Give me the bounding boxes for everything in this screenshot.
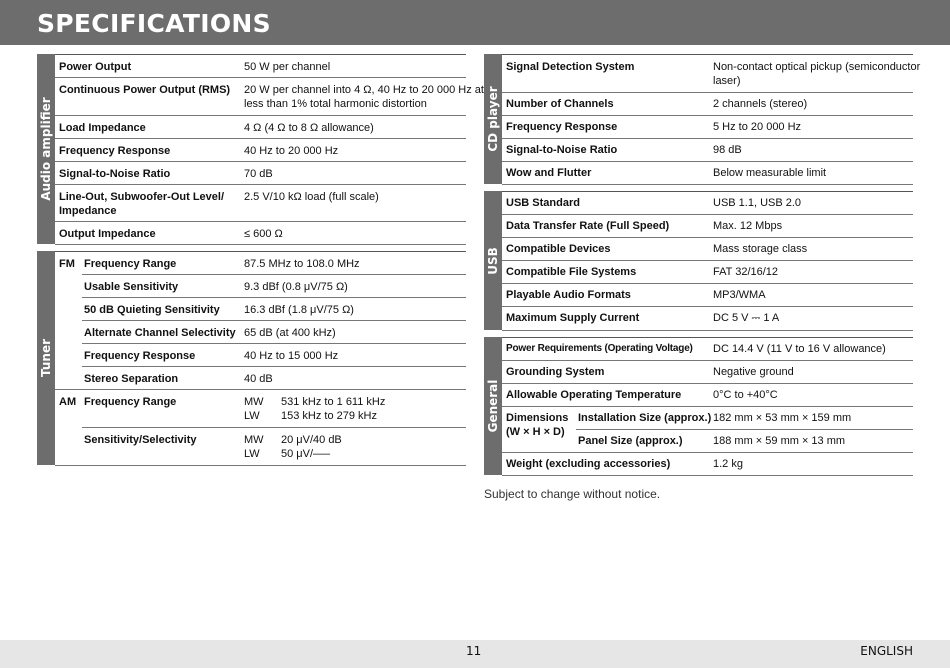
spec-value: 0°C to +40°C	[713, 389, 778, 401]
spec-label: Line-Out, Subwoofer-Out Level/	[59, 191, 224, 203]
spec-value: 20 μV/40 dB	[281, 434, 342, 446]
tuner-section	[37, 251, 466, 465]
cd-player-tab: CD player	[484, 54, 502, 184]
spec-value: 153 kHz to 279 kHz	[281, 410, 377, 422]
spec-label: Frequency Response	[506, 121, 618, 133]
spec-label: Compatible Devices	[506, 243, 611, 255]
spec-value: 4 Ω (4 Ω to 8 Ω allowance)	[244, 122, 374, 134]
language-label: ENGLISH	[860, 644, 913, 658]
spec-label: Playable Audio Formats	[506, 289, 631, 301]
spec-label: Allowable Operating Temperature	[506, 389, 682, 401]
audio-amplifier-tab: Audio amplifier	[37, 54, 55, 244]
spec-value: 531 kHz to 1 611 kHz	[281, 396, 386, 408]
spec-value: 40 dB	[244, 373, 273, 385]
spec-value: MP3/WMA	[713, 289, 766, 301]
spec-value: laser)	[713, 75, 741, 87]
spec-label: Continuous Power Output (RMS)	[59, 84, 231, 96]
spec-value: 16.3 dBf (1.8 μV/75 Ω)	[244, 304, 354, 316]
spec-label: USB Standard	[506, 197, 580, 209]
usb-tab: USB	[484, 191, 502, 330]
general-tab: General	[484, 337, 502, 475]
general-section	[484, 337, 913, 475]
spec-value: DC 5 V ⎓ 1 A	[713, 312, 780, 324]
spec-label: Sensitivity/Selectivity	[84, 434, 197, 446]
change-notice: Subject to change without notice.	[484, 487, 661, 501]
spec-label: Signal-to-Noise Ratio	[506, 144, 618, 156]
spec-value: 50 W per channel	[244, 61, 331, 73]
spec-label: Weight (excluding accessories)	[506, 458, 671, 470]
page-title: SPECIFICATIONS	[37, 9, 271, 38]
spec-label: Power Output	[59, 61, 132, 73]
spec-value: Negative ground	[713, 366, 794, 378]
spec-value: 9.3 dBf (0.8 μV/75 Ω)	[244, 281, 348, 293]
spec-value: DC 14.4 V (11 V to 16 V allowance)	[713, 343, 886, 355]
spec-label: Usable Sensitivity	[84, 281, 179, 293]
dimensions-label: Dimensions	[506, 412, 569, 424]
spec-value: Max. 12 Mbps	[713, 220, 783, 232]
spec-label: Panel Size (approx.)	[578, 435, 683, 447]
spec-value: Non-contact optical pickup (semiconductor	[713, 61, 921, 73]
spec-label: Data Transfer Rate (Full Speed)	[506, 220, 670, 232]
spec-value: Mass storage class	[713, 243, 808, 255]
spec-value: ≤ 600 Ω	[244, 228, 283, 240]
spec-value: Below measurable limit	[713, 167, 827, 179]
spec-label: Output Impedance	[59, 228, 156, 240]
spec-label: Signal Detection System	[506, 61, 635, 73]
spec-label: Number of Channels	[506, 98, 614, 110]
spec-value: 65 dB (at 400 kHz)	[244, 327, 336, 339]
spec-label: Frequency Response	[59, 145, 171, 157]
spec-value: 2 channels (stereo)	[713, 98, 808, 110]
usb-section	[484, 191, 913, 330]
spec-label: Grounding System	[506, 366, 605, 378]
band-lw: LW	[244, 410, 260, 422]
page-footer	[0, 640, 950, 668]
spec-label: Maximum Supply Current	[506, 312, 640, 324]
spec-value: 40 Hz to 20 000 Hz	[244, 145, 339, 157]
spec-value: 87.5 MHz to 108.0 MHz	[244, 258, 360, 270]
spec-label: Frequency Range	[84, 258, 177, 270]
spec-label: Power Requirements (Operating Voltage)	[506, 343, 693, 354]
spec-label: Stereo Separation	[84, 373, 179, 385]
spec-value: 2.5 V/10 kΩ load (full scale)	[244, 191, 379, 203]
spec-value: USB 1.1, USB 2.0	[713, 197, 802, 209]
spec-label: Frequency Response	[84, 350, 196, 362]
page-header	[0, 0, 950, 45]
spec-value: less than 1% total harmonic distortion	[244, 98, 427, 110]
dimensions-label: (W × H × D)	[506, 426, 565, 438]
page-number: 11	[466, 644, 482, 658]
spec-value: 98 dB	[713, 144, 742, 156]
cd-player-section	[484, 54, 921, 184]
spec-label: 50 dB Quieting Sensitivity	[84, 304, 220, 316]
band-label-am: AM	[59, 396, 77, 408]
spec-value: FAT 32/16/12	[713, 266, 779, 278]
spec-value: 1.2 kg	[713, 458, 743, 470]
tuner-tab: Tuner	[37, 251, 55, 465]
band-mw: MW	[244, 396, 264, 408]
spec-value: 182 mm × 53 mm × 159 mm	[713, 412, 852, 424]
spec-label: Load Impedance	[59, 122, 146, 134]
spec-label: Signal-to-Noise Ratio	[59, 168, 171, 180]
audio-amplifier-section	[37, 54, 484, 244]
spec-value: 5 Hz to 20 000 Hz	[713, 121, 802, 133]
spec-label: Wow and Flutter	[506, 167, 592, 179]
spec-value: 188 mm × 59 mm × 13 mm	[713, 435, 846, 447]
band-mw: MW	[244, 434, 264, 446]
spec-label: Alternate Channel Selectivity	[84, 327, 236, 339]
spec-label: Frequency Range	[84, 396, 177, 408]
spec-label: Impedance	[59, 205, 117, 217]
band-lw: LW	[244, 448, 260, 460]
spec-label: Installation Size (approx.)	[578, 412, 712, 424]
spec-value: 40 Hz to 15 000 Hz	[244, 350, 339, 362]
spec-value: 20 W per channel into 4 Ω, 40 Hz to 20 000 Hz at	[244, 84, 484, 96]
band-label-fm: FM	[59, 258, 75, 270]
spec-value: 50 μV/—–	[281, 448, 331, 460]
spec-value: 70 dB	[244, 168, 273, 180]
spec-label: Compatible File Systems	[506, 266, 637, 278]
